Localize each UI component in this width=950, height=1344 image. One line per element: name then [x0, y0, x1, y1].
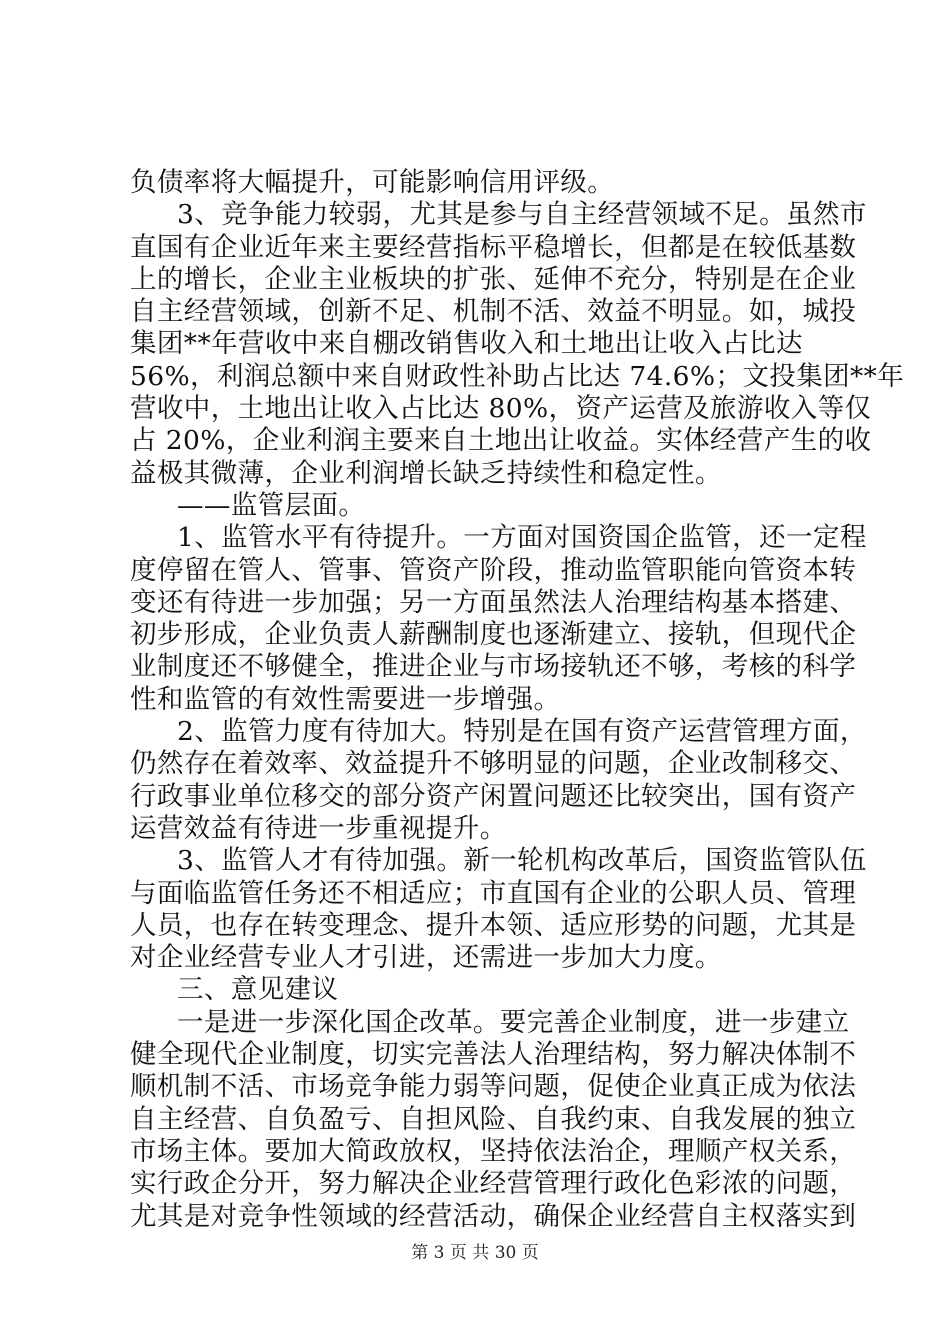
paragraph-line: 运营效益有待进一步重视提升。 [130, 812, 507, 844]
paragraph-line: 对企业经营专业人才引进，还需进一步加大力度。 [130, 942, 722, 974]
paragraph-line: 顺机制不活、市场竞争能力弱等问题，促使企业真正成为依法 [130, 1071, 857, 1103]
paragraph-line: 行政事业单位移交的部分资产闲置问题还比较突出，国有资产 [130, 780, 857, 812]
paragraph-line: 营收中，土地出让收入占比达 80%，资产运营及旅游收入等仅 [130, 393, 872, 425]
paragraph-line: 尤其是对竞争性领域的经营活动，确保企业经营自主权落实到 [130, 1200, 857, 1232]
paragraph-line: 性和监管的有效性需要进一步增强。 [130, 683, 561, 715]
paragraph-line: 变还有待进一步加强；另一方面虽然法人治理结构基本搭建、 [130, 586, 857, 618]
paragraph-line: 市场主体。要加大简政放权，坚持依法治企，理顺产权关系， [130, 1135, 857, 1167]
paragraph-line: 上的增长，企业主业板块的扩张、延伸不充分，特别是在企业 [130, 263, 857, 295]
section-heading: 三、意见建议 [177, 974, 339, 1006]
paragraph-line: 与面临监管任务还不相适应；市直国有企业的公职人员、管理 [130, 877, 857, 909]
paragraph-line: 一是进一步深化国企改革。要完善企业制度，进一步建立 [177, 1006, 850, 1038]
paragraph-line: 3、监管人才有待加强。新一轮机构改革后，国资监管队伍 [177, 845, 867, 877]
paragraph-line: 益极其微薄，企业利润增长缺乏持续性和稳定性。 [130, 457, 722, 489]
section-heading: ——监管层面。 [177, 489, 366, 521]
paragraph-line: 集团**年营收中来自棚改销售收入和土地出让收入占比达 [130, 328, 803, 360]
paragraph-line: 业制度还不够健全，推进企业与市场接轨还不够，考核的科学 [130, 651, 857, 683]
paragraph-line: 自主经营领域，创新不足、机制不活、效益不明显。如，城投 [130, 296, 857, 328]
paragraph-line: 自主经营、自负盈亏、自担风险、自我约束、自我发展的独立 [130, 1103, 857, 1135]
paragraph-line: 56%，利润总额中来自财政性补助占比达 74.6%；文投集团**年 [130, 360, 905, 392]
paragraph-line: 负债率将大幅提升，可能影响信用评级。 [130, 167, 615, 198]
paragraph-line: 3、竞争能力较弱，尤其是参与自主经营领域不足。虽然市 [177, 199, 867, 231]
paragraph-line: 仍然存在着效率、效益提升不够明显的问题，企业改制移交、 [130, 748, 857, 780]
paragraph-line: 度停留在管人、管事、管资产阶段，推动监管职能向管资本转 [130, 554, 857, 586]
paragraph-line: 人员，也存在转变理念、提升本领、适应形势的问题，尤其是 [130, 909, 857, 941]
paragraph-line: 实行政企分开，努力解决企业经营管理行政化色彩浓的问题， [130, 1168, 857, 1200]
document-body [130, 167, 905, 1233]
page-footer [0, 1242, 950, 1264]
paragraph-line: 占 20%，企业利润主要来自土地出让收益。实体经营产生的收 [130, 425, 872, 457]
paragraph-line: 2、监管力度有待加大。特别是在国有资产运营管理方面， [177, 716, 867, 748]
paragraph-line: 健全现代企业制度，切实完善法人治理结构，努力解决体制不 [130, 1039, 857, 1071]
paragraph-line: 1、监管水平有待提升。一方面对国资国企监管，还一定程 [177, 522, 867, 554]
paragraph-line: 直国有企业近年来主要经营指标平稳增长，但都是在较低基数 [130, 231, 857, 263]
paragraph-line: 初步形成，企业负责人薪酬制度也逐渐建立、接轨，但现代企 [130, 619, 857, 651]
page-number-label: 第 3 页 共 30 页 [411, 1243, 539, 1263]
